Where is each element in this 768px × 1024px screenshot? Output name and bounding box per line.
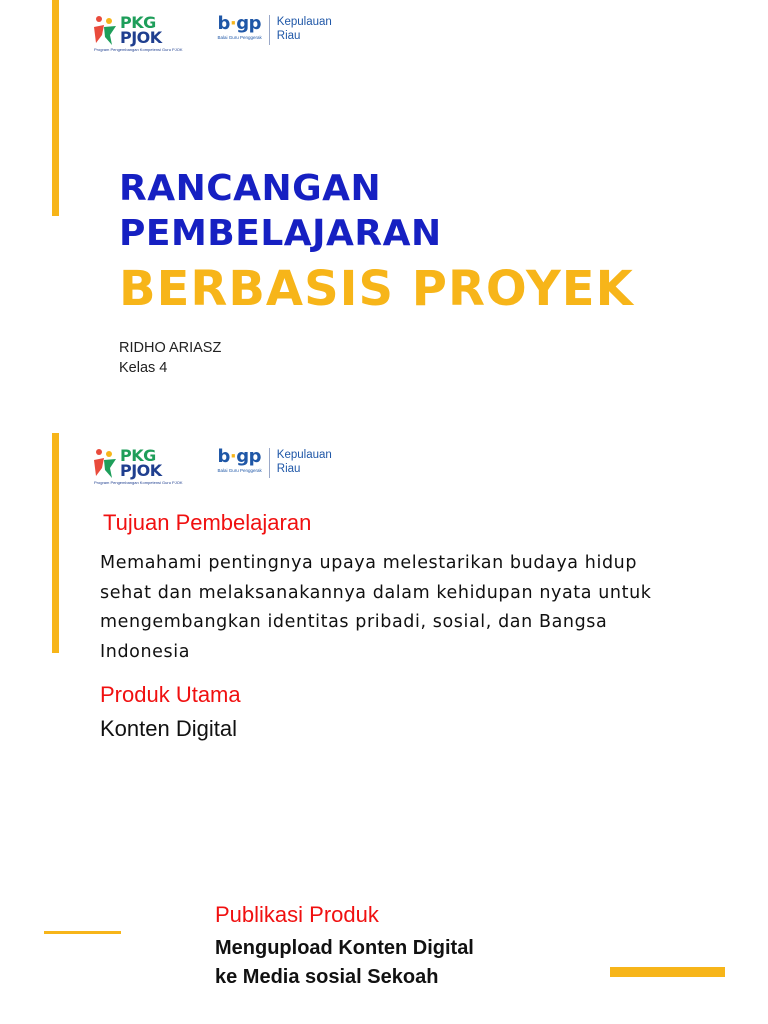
objective-line: mengembangkan identitas pribadi, sosial, dan Bangsa bbox=[100, 612, 608, 632]
pkg-people-icon bbox=[92, 448, 118, 480]
class-label: Kelas 4 bbox=[119, 360, 168, 376]
objective-line: Indonesia bbox=[100, 641, 191, 662]
title-line-1: RANCANGAN bbox=[119, 168, 382, 209]
bgp-wordmark: b·gp bbox=[217, 446, 262, 467]
pjok-wordmark: PJOK bbox=[120, 28, 162, 47]
bgp-logo bbox=[218, 448, 332, 478]
region-line-2: Riau bbox=[276, 30, 301, 42]
publication-line-2: ke Media sosial Sekoah bbox=[215, 966, 439, 988]
pkg-pjok-logo bbox=[92, 15, 183, 52]
region-line-1: Kepulauan bbox=[276, 16, 332, 28]
accent-bar-middle bbox=[52, 433, 59, 653]
accent-bar-top bbox=[52, 0, 59, 216]
region-line-2: Riau bbox=[276, 463, 301, 475]
pkg-pjok-logo bbox=[92, 448, 183, 485]
publication-line-1: Mengupload Konten Digital bbox=[215, 937, 474, 959]
logo-header-middle bbox=[92, 448, 332, 485]
objective-heading: Tujuan Pembelajaran bbox=[103, 510, 312, 535]
bgp-subtitle: Balai Guru Penggerak bbox=[217, 468, 262, 473]
pkg-tagline: Program Pengembangan Kompetensi Guru PJOK bbox=[94, 47, 183, 52]
title-line-2: PEMBELAJARAN bbox=[119, 213, 442, 254]
objective-line: sehat dan melaksanakannya dalam kehidupan nyata untuk bbox=[100, 582, 652, 603]
logo-divider bbox=[269, 15, 270, 45]
bgp-subtitle: Balai Guru Penggerak bbox=[217, 35, 262, 40]
product-value: Konten Digital bbox=[100, 716, 237, 741]
pkg-people-icon bbox=[92, 15, 118, 47]
region-line-1: Kepulauan bbox=[276, 449, 332, 461]
objective-line: Memahami pentingnya upaya melestarikan budaya hidup bbox=[100, 553, 638, 573]
pjok-wordmark: PJOK bbox=[120, 461, 162, 480]
accent-line-bottom-right bbox=[610, 967, 725, 977]
pkg-wordmark: PKG bbox=[120, 446, 156, 465]
logo-divider bbox=[269, 448, 270, 478]
objective-text bbox=[100, 549, 652, 667]
logo-header-top bbox=[92, 15, 332, 52]
title-line-3: BERBASIS PROYEK bbox=[119, 261, 634, 317]
author-name: RIDHO ARIASZ bbox=[119, 340, 222, 356]
pkg-wordmark: PKG bbox=[120, 13, 156, 32]
product-heading: Produk Utama bbox=[100, 682, 241, 707]
bgp-wordmark: b·gp bbox=[217, 13, 262, 34]
accent-line-bottom-left bbox=[44, 931, 121, 934]
publication-heading: Publikasi Produk bbox=[215, 902, 379, 927]
bgp-logo bbox=[218, 15, 332, 45]
pkg-tagline: Program Pengembangan Kompetensi Guru PJOK bbox=[94, 480, 183, 485]
